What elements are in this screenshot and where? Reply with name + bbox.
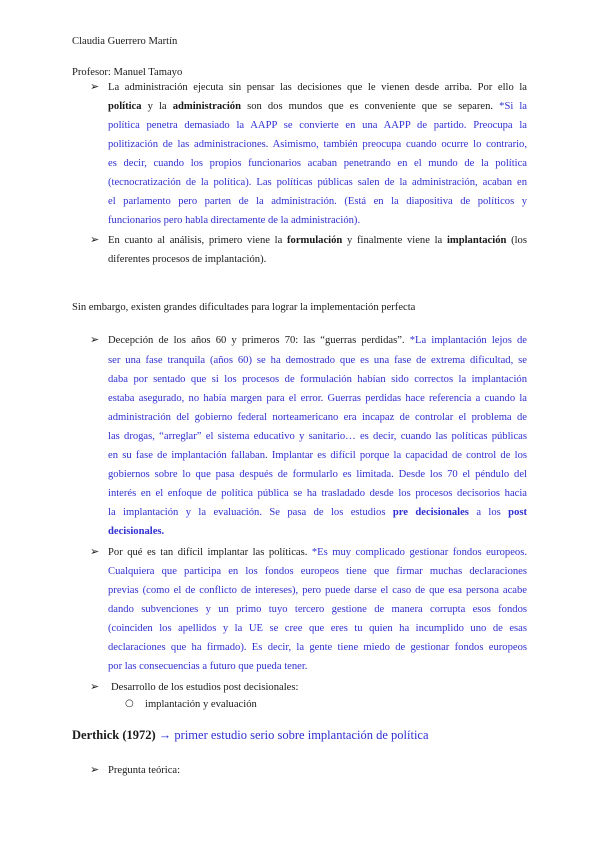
derthick-heading: Derthick (1972) → primer estudio serio sobre implantación de política [72,728,429,742]
paragraph-line: En cuanto al análisis, primero viene la formulación y finalmente viene la implantación (los [108,235,527,246]
circle-bullet-icon: ○ [125,698,134,709]
arrow-bullet-icon: ➢ [90,680,100,693]
paragraph-line: el parlamento pero parten de la administración. (Está en la diapositiva de políticos y [108,196,527,207]
professor-name: Profesor: Manuel Tamayo [72,67,183,78]
paragraph-line: previas (como el de conflicto de intereses), pero puede darse el caso de que esa persona acabe [108,585,527,596]
author-name: Claudia Guerrero Martín [72,36,178,47]
paragraph-line: daba por sentado que si los procesos de formulación habían sido correctos la implantación [108,374,527,385]
paragraph-line: política penetra demasiado la AAPP se convierte en una AAPP de partido. Preocupa la [108,120,527,131]
arrow-bullet-icon: ➢ [90,233,100,246]
paragraph-line: (tecnocratización de la política). Las políticas públicas salen de la administración, acaban en [108,177,527,188]
paragraph-line: politización de las administraciones. Asimismo, también preocupa cuando ocurre lo contrario, [108,139,527,150]
paragraph-line: interés en el enfoque de política pública se ha trasladado desde los procesos decisorios hacia [108,488,527,499]
paragraph-line: Por qué es tan difícil implantar las políticas. *Es muy complicado gestionar fondos europeos. [108,547,527,558]
paragraph-line: funcionarios pero habla directamente de la administración). [108,215,361,226]
arrow-bullet-icon: ➢ [90,333,100,346]
arrow-bullet-icon: ➢ [90,80,100,93]
sub-list-item: implantación y evaluación [145,699,257,710]
paragraph-line: por las consecuencias a futuro que pueda tener. [108,661,308,672]
paragraph-line: es decir, cuando los propios funcionarios acaban penetrando en el mundo de la política [108,158,527,169]
paragraph-line: ser una fase tranquila (años 60) se ha demostrado que es una fase de extrema dificultad, se [108,355,527,366]
paragraph-line: la implantación y la evaluación. Se pasa de los estudios pre decisionales a los post [108,507,528,518]
paragraph-line: administración del gobierno federal norteamericano era incapaz de controlar el problema de [108,412,527,423]
paragraph-line: declaraciones que ha firmado). Es decir, la gente tiene miedo de gestionar fondos europeos [108,642,527,653]
arrow-bullet-icon: ➢ [90,545,100,558]
paragraph-line: La administración ejecuta sin pensar las decisiones que le vienen desde arriba. Por ello la [108,82,527,93]
paragraph-line: diferentes procesos de implantación). [108,254,267,265]
paragraph-line: (coinciden los apellidos y la UE se cree que eres tu quien ha incumplido uno de esas [108,623,527,634]
paragraph-line: en su fase de implantación fallaban. Implantar es difícil porque la capacidad de control de los [108,450,527,461]
question-line: Pregunta teórica: [108,765,181,776]
paragraph-line: Decepción de los años 60 y primeros 70: las “guerras perdidas”. *La implantación lejos de [108,335,527,346]
paragraph-line: gobiernos sobre lo que pasa después de formularlo es limitada. Desde los 70 el péndulo del [108,469,527,480]
paragraph-line: política y la administración son dos mundos que es conveniente que se separen. *Si la [108,101,527,112]
arrow-bullet-icon: ➢ [90,763,100,776]
paragraph-line: las drogas, “arreglar” el sistema educativo y sanitario… es decir, cuando las políticas públicas [108,431,527,442]
paragraph-line: estaba asegurado, no había margen para el error. Guerras perdidas hace referencia a cuando la [108,393,527,404]
paragraph-line: Cualquiera que participa en los fondos europeos tiene que firmar muchas declaraciones [108,566,527,577]
paragraph-line: Desarrollo de los estudios post decisionales: [111,682,299,693]
paragraph-line: dando subvenciones y un primo tuyo tercero gestione de manera corrupta esos fondos [108,604,527,615]
paragraph-line: decisionales. [108,526,165,537]
transition-line: Sin embargo, existen grandes dificultades para lograr la implementación perfecta [72,302,416,313]
